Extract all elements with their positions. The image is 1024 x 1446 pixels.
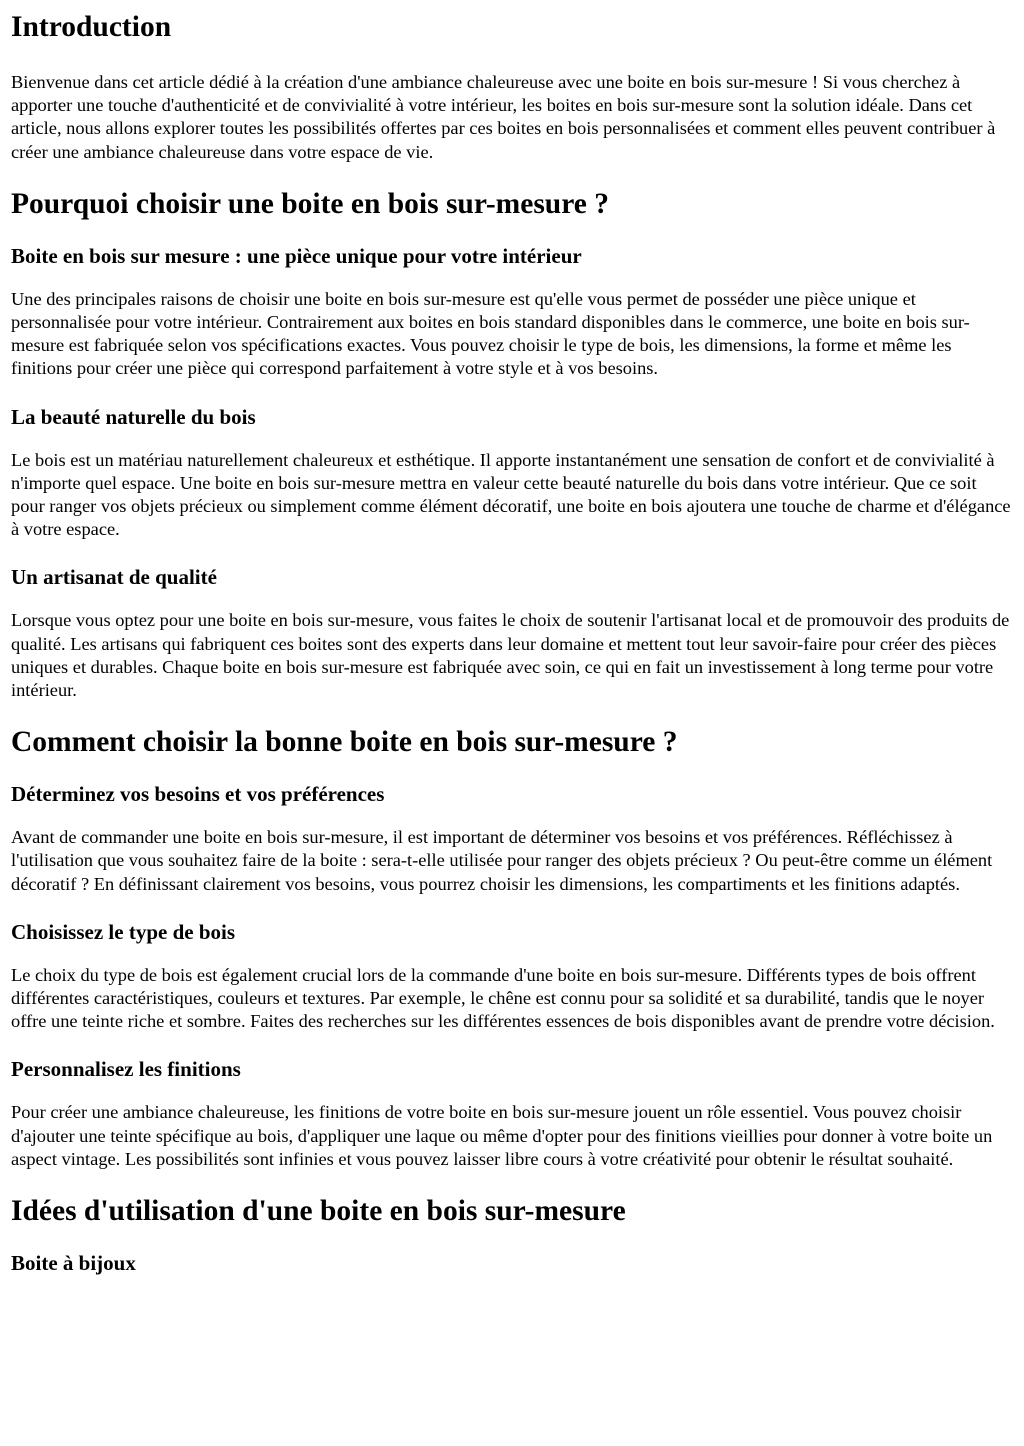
subsection-heading: Choisissez le type de bois [11, 919, 236, 944]
subsection-heading: Un artisanat de qualité [11, 565, 217, 590]
paragraph: Pour créer une ambiance chaleureuse, les finitions de votre boite en bois sur-mesure jouent un rôle essentiel. Vous pouvez choisir d'ajouter une teinte spécifique au bois, d'appliquer une laque ou même d'opter pour des finitions vieillies pour donner à votre boite un aspect vintage. Les possibilités sont infinies et vous pouvez laisser libre cours à votre créativité pour obtenir le résultat souhaité. [11, 1102, 993, 1169]
section-heading-how: Comment choisir la bonne boite en bois sur-mesure ? [11, 726, 678, 759]
subsection-heading: Personnalisez les finitions [11, 1057, 241, 1082]
paragraph: Le choix du type de bois est également crucial lors de la commande d'une boite en bois sur-mesure. Différents types de bois offrent différentes caractéristiques, couleurs et textures. Par exemple, le chêne est connu pour sa solidité et sa durabilité, tandis que le noyer offre une teinte riche et sombre. Faites des recherches sur les différentes essences de bois disponibles avant de prendre votre décision. [11, 964, 995, 1032]
section-heading-why: Pourquoi choisir une boite en bois sur-mesure ? [11, 187, 609, 220]
section-heading-ideas: Idées d'utilisation d'une boite en bois sur-mesure [11, 1195, 626, 1228]
subsection-heading: Boite à bijoux [11, 1251, 136, 1276]
paragraph-introduction: Bienvenue dans cet article dédié à la création d'une ambiance chaleureuse avec une boite en bois sur-mesure ! Si vous cherchez à apporter une touche d'authenticité et de convivialité à votre intérieur, les boites en bois sur-mesure sont la solution idéale. Dans cet article, nous allons explorer toutes les possibilités offertes par ces boites en bois personnalisées et comment elles peuvent contribuer à créer une ambiance chaleureuse dans votre espace de vie. [11, 72, 996, 162]
paragraph: Une des principales raisons de choisir une boite en bois sur-mesure est qu'elle vous permet de posséder une pièce unique et personnalisée pour votre intérieur. Contrairement aux boites en bois standard disponibles dans le commerce, une boite en bois sur-mesure est fabriquée selon vos spécifications exactes. Vous pouvez choisir le type de bois, les dimensions, la forme et même les finitions pour créer une pièce qui correspond parfaitement à votre style et à vos besoins. [11, 288, 970, 379]
section-heading-introduction: Introduction [11, 11, 172, 43]
subsection-heading: Déterminez vos besoins et vos préférences [11, 782, 385, 807]
subsection-heading: Boite en bois sur mesure : une pièce unique pour votre intérieur [11, 243, 582, 268]
paragraph: Le bois est un matériau naturellement chaleureux et esthétique. Il apporte instantanément une sensation de confort et de convivialité à n'importe quel espace. Une boite en bois sur-mesure mettra en valeur cette beauté naturelle du bois dans votre intérieur. Que ce soit pour ranger vos objets précieux ou simplement comme élément décoratif, une boite en bois ajoutera une touche de charme et d'élégance à votre espace. [11, 449, 1011, 540]
paragraph: Avant de commander une boite en bois sur-mesure, il est important de déterminer vos besoins et vos préférences. Réfléchissez à l'utilisation que vous souhaitez faire de la boite : sera-t-elle utilisée pour ranger des objets précieux ? Ou peut-être comme un élément décoratif ? En définissant clairement vos besoins, vous pourrez choisir les dimensions, les compartiments et les finitions adaptés. [11, 827, 993, 894]
subsection-heading: La beauté naturelle du bois [11, 404, 256, 429]
paragraph: Lorsque vous optez pour une boite en bois sur-mesure, vous faites le choix de soutenir l'artisanat local et de promouvoir des produits de qualité. Les artisans qui fabriquent ces boites sont des experts dans leur domaine et mettent tout leur savoir-faire pour créer des pièces uniques et durables. Chaque boite en bois sur-mesure est fabriquée avec soin, ce qui en fait un investissement à long terme pour votre intérieur. [11, 610, 1010, 701]
